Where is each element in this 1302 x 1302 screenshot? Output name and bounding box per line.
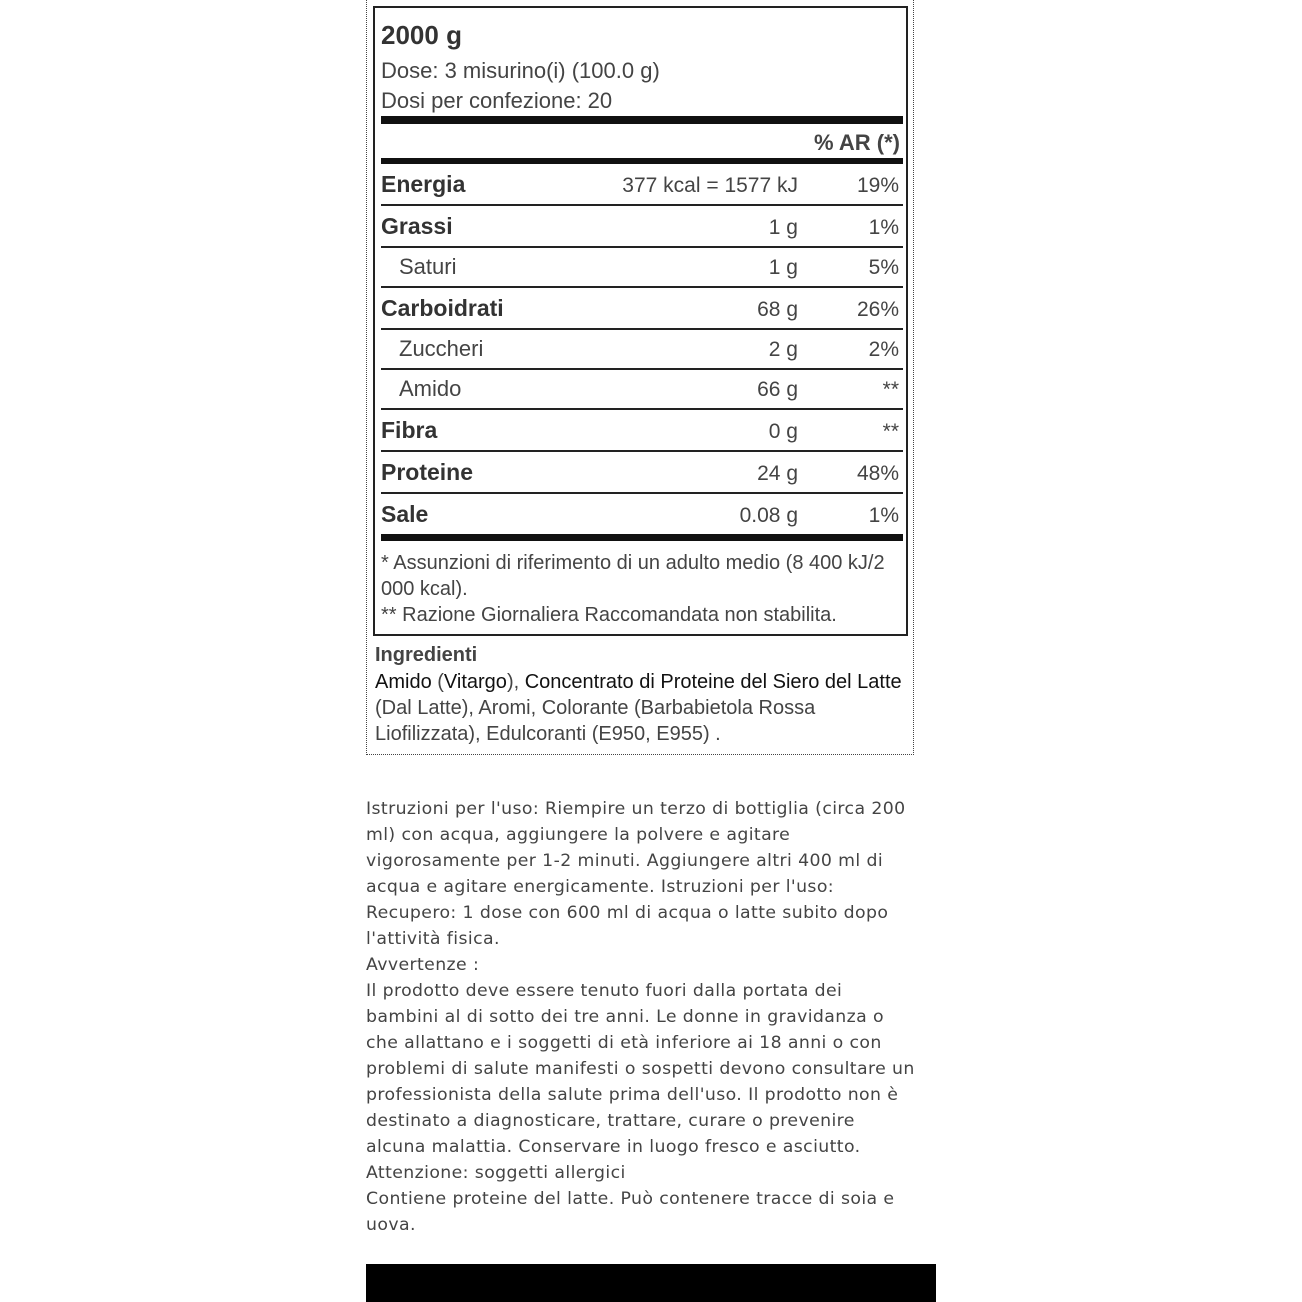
nutrient-name: Energia [381,171,466,197]
nutrient-percent: ** [882,378,899,401]
nutrient-name: Proteine [381,459,474,485]
nutrient-name: Amido [399,376,462,401]
warnings-title: Avvertenze : [366,955,480,975]
thick-divider [381,116,903,124]
nutrient-amount: 1 g [768,256,798,279]
nutrient-percent: 26% [856,298,899,321]
usage-instructions: Istruzioni per l'uso: Riempire un terzo di bottiglia (circa 200 ml) con acqua, aggiungere la polvere e agitare vigorosamente per 1-2 minuti. Aggiungere altri 400 ml di acqua e agitare energicamente. Istruzioni per l'uso: Recupero: 1 dose con 600 ml di acqua o latte subito dopo l'attività fisica. [366,799,906,949]
nutrition-facts-panel [373,6,908,636]
nutrient-row-saturi [381,246,903,286]
reference-intake-footnote: * Assunzioni di riferimento di un adulto medio (8 400 kJ/2 000 kcal). [381,552,885,600]
nutrient-amount: 24 g [757,462,798,485]
servings-per-pack: Dosi per confezione: 20 [381,88,613,113]
nutrient-name: Fibra [381,417,438,443]
package-weight: 2000 g [381,20,462,50]
black-bar [366,1264,936,1302]
nutrient-percent: 1% [868,216,899,239]
warnings-text: Il prodotto deve essere tenuto fuori dalla portata dei bambini al di sotto dei tre anni. Le donne in gravidanza o che allattano e i soggetti di età inferiore ai 18 anni o con problemi di salute manifesti o sospetti devono consultare un professionista della salute prima dell'uso. Il prodotto non è destinato a diagnosticare, trattare, curare o prevenire alcuna malattia. Conservare in luogo fresco e asciutto. [366,981,915,1157]
serving-dose: Dose: 3 misurino(i) (100.0 g) [381,58,660,83]
nutrient-row-amido [381,368,903,408]
instructions-block [366,796,918,1238]
nutrient-percent: 5% [868,256,899,279]
ingredient-highlight: Concentrato di Proteine del Siero del Latte [524,671,902,693]
nutrient-row-carboidrati [381,288,903,328]
nutrient-amount: 377 kcal = 1577 kJ [622,174,798,197]
nutrient-row-fibra [381,410,903,450]
nutrient-amount: 2 g [768,338,798,361]
ingredients-text [375,669,910,747]
allergy-title: Attenzione: soggetti allergici [366,1163,626,1183]
nutrient-percent: 2% [868,338,899,361]
ingredient-highlight: Amido [375,671,432,693]
ar-column-header: % AR (*) [814,130,900,155]
ingredient-highlight: Vitargo [443,671,507,693]
nutrient-amount: 66 g [757,378,798,401]
ragr-footnote: ** Razione Giornaliera Raccomandata non stabilita. [381,604,837,626]
allergy-text: Contiene proteine del latte. Può contenere tracce di soia e uova. [366,1189,895,1235]
nutrient-name: Zuccheri [399,336,484,361]
nutrient-percent: ** [882,420,899,443]
nutrient-name: Saturi [399,254,457,279]
nutrient-amount: 68 g [757,298,798,321]
nutrient-percent: 19% [856,174,899,197]
nutrient-amount: 0 g [768,420,798,443]
nutrient-percent: 1% [868,504,899,527]
ingredient-text: ), [506,671,525,693]
nutrient-row-zuccheri [381,328,903,368]
nutrient-row-grassi [381,206,903,246]
nutrient-name: Grassi [381,213,453,239]
ingredient-text: (Dal Latte), Aromi, Colorante (Barbabietola Rossa Liofilizzata), Edulcoranti (E950, E955) . [375,697,816,745]
ingredient-text: ( [431,671,444,693]
nutrient-row-proteine [381,452,903,492]
ingredients-title: Ingredienti [375,644,478,666]
nutrient-name: Sale [381,501,429,527]
thick-divider [381,534,903,541]
nutrient-amount: 1 g [768,216,798,239]
nutrient-amount: 0.08 g [739,504,798,527]
nutrient-name: Carboidrati [381,295,504,321]
nutrient-percent: 48% [856,462,899,485]
nutrient-row-energia [381,164,903,204]
product-label [366,0,914,755]
nutrient-row-sale [381,494,903,534]
